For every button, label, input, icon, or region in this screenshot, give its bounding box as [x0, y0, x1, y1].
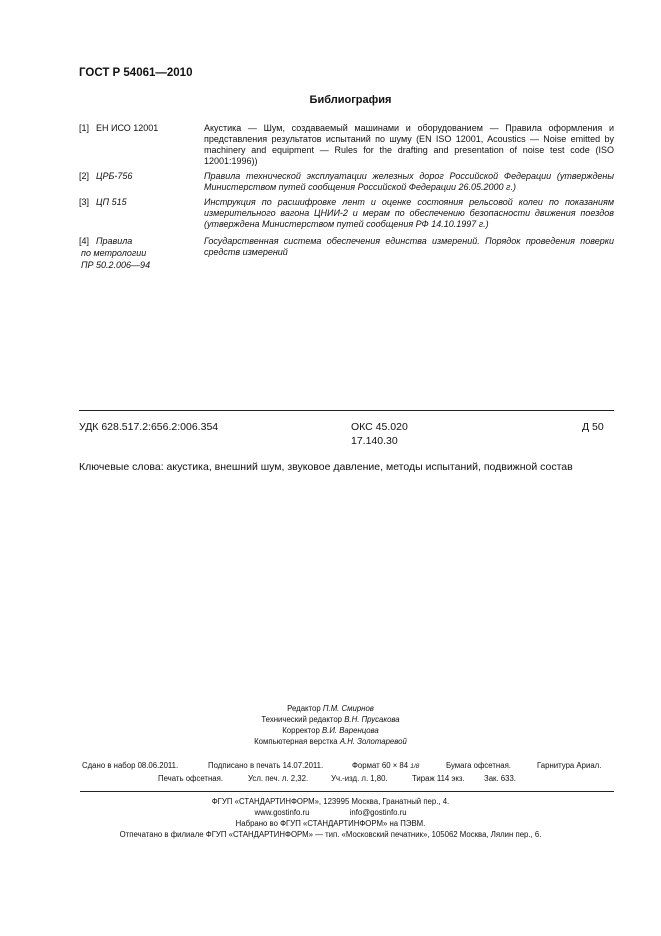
print-submitted: Сдано в набор 08.06.2011. — [82, 761, 179, 770]
divider-line — [79, 410, 614, 411]
ref-number: [1] — [79, 123, 90, 133]
ref-source-line: ПР 50.2.006—94 — [81, 260, 151, 270]
print-paper: Бумага офсетная. — [446, 761, 511, 770]
credit-name: В.И. Варенцова — [321, 726, 379, 735]
ref-source-line: Правила — [96, 236, 133, 246]
credit-role: Редактор — [287, 704, 321, 713]
credit-line — [0, 704, 661, 713]
credit-name: В.Н. Прусакова — [344, 715, 400, 724]
print-run: Тираж 114 экз. — [412, 774, 465, 783]
ref-number: [2] — [79, 171, 90, 181]
publisher-site: www.gostinfo.ru — [254, 808, 310, 817]
ref-description: Инструкция по расшифровке лент и оценке состояния рельсовой колеи по показаниям измерительного вагона ЦНИИ-2 и мерам по обеспечению безопасности движения поездов (утверждена Министерством путей сообщения РФ 14.10.1997 г.) — [204, 197, 614, 229]
ref-number: [4] — [79, 236, 90, 246]
oks-code-1: ОКС 45.020 — [351, 421, 408, 433]
ref-source — [81, 235, 194, 271]
credit-role: Технический редактор — [261, 715, 343, 724]
ref-number: [3] — [79, 197, 90, 207]
keywords: Ключевые слова: акустика, внешний шум, звуковое давление, методы испытаний, подвижной состав — [79, 461, 573, 473]
credit-role: Компьютерная верстка — [254, 737, 338, 746]
ref-source-line: по метрологии — [81, 248, 147, 258]
publisher-typeset: Набрано во ФГУП «СТАНДАРТИНФОРМ» на ПЭВМ. — [235, 819, 426, 828]
bibliography-title: Библиография — [309, 94, 392, 106]
credit-name: А.Н. Золотаревой — [339, 737, 407, 746]
credit-name: П.М. Смирнов — [322, 704, 374, 713]
ref-source: ЦП 515 — [96, 197, 127, 207]
print-typeface: Гарнитура Ариал. — [537, 761, 602, 770]
ref-source: ЕН ИСО 12001 — [96, 123, 159, 133]
print-format — [352, 761, 419, 772]
print-edit-sheets: Уч.-изд. л. 1,80. — [331, 774, 388, 783]
credit-line — [0, 737, 661, 746]
publisher-printed: Отпечатано в филиале ФГУП «СТАНДАРТИНФОРМ» — тип. «Московский печатник», 105062 Москва, Лялин пер., 6. — [119, 830, 542, 839]
credit-role: Корректор — [282, 726, 320, 735]
publisher-address: ФГУП «СТАНДАРТИНФОРМ», 123995 Москва, Гранатный пер., 4. — [211, 797, 450, 806]
print-sheets: Усл. печ. л. 2,32. — [248, 774, 309, 783]
credit-line — [0, 715, 661, 724]
publisher-contacts — [0, 808, 661, 817]
ref-description: Акустика — Шум, создаваемый машинами и оборудованием — Правила оформления и представления результатов испытаний по шуму (EN ISO 12001, Acoustics — Noise emitted by machinery and equipment — Rules for the drafting and presentation of noise test code (ISO 12001:1996)) — [204, 123, 614, 166]
ref-description: Государственная система обеспечения единства измерений. Порядок проведения поверки средств измерений — [204, 236, 614, 257]
print-format-text: Формат 60 × 84 — [352, 761, 409, 770]
ref-source: ЦРБ-756 — [96, 171, 133, 181]
ref-description: Правила технической эксплуатации железных дорог Российской Федерации (утверждены Министерством путей сообщения Российской Федерации 26.05.2000 г.) — [204, 171, 614, 192]
divider-line — [80, 791, 614, 792]
oks-code-2: 17.140.30 — [351, 435, 398, 447]
print-order: Зак. 633. — [484, 774, 516, 783]
standard-number: ГОСТ Р 54061—2010 — [79, 67, 193, 79]
publisher-email: info@gostinfo.ru — [349, 808, 407, 817]
d-code: Д 50 — [582, 421, 604, 433]
print-method: Печать офсетная. — [158, 774, 224, 783]
print-signed: Подписано в печать 14.07.2011. — [208, 761, 324, 770]
udk-code: УДК 628.517.2:656.2:006.354 — [79, 421, 219, 433]
print-format-fraction: 1/8 — [410, 763, 420, 770]
credit-line — [0, 726, 661, 735]
